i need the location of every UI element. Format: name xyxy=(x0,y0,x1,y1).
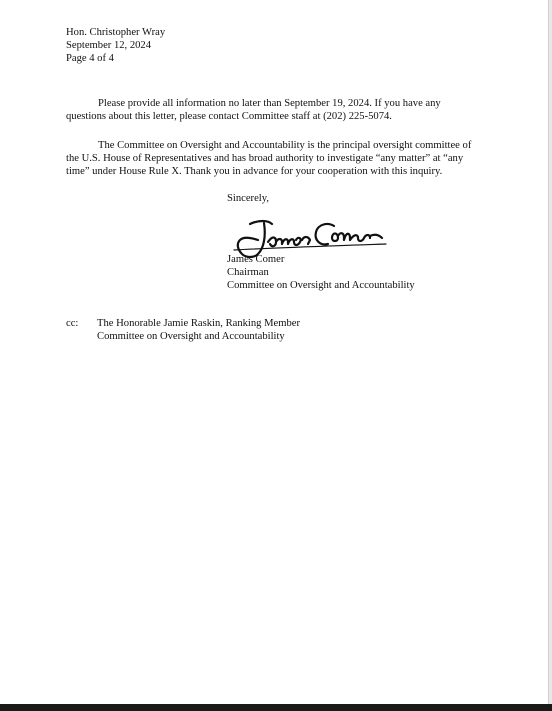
letter-date: September 12, 2024 xyxy=(66,40,152,51)
page-number: Page 4 of 4 xyxy=(66,53,114,64)
paragraph-line: Please provide all information no later than September 19, 2024. If you have any xyxy=(98,98,441,109)
paragraph-line: the U.S. House of Representatives and has broad authority to investigate “any matter” at “any xyxy=(66,153,464,164)
bottom-edge-bar xyxy=(0,704,552,711)
signature-block xyxy=(227,253,415,292)
signer-name: James Comer xyxy=(227,254,285,265)
recipient-name: Hon. Christopher Wray xyxy=(66,27,166,38)
paragraph-authority xyxy=(66,139,486,178)
paragraph-deadline xyxy=(66,97,486,123)
cc-label: cc: xyxy=(66,318,79,329)
cc-line: The Honorable Jamie Raskin, Ranking Member xyxy=(97,318,300,329)
closing-salutation: Sincerely, xyxy=(227,193,269,204)
signer-title: Chairman xyxy=(227,267,269,278)
paragraph-line: time” under House Rule X. Thank you in advance for your cooperation with this inquiry. xyxy=(66,166,443,177)
paragraph-line: The Committee on Oversight and Accountability is the principal oversight committee of xyxy=(98,140,472,151)
cc-recipients xyxy=(97,317,300,343)
signer-committee: Committee on Oversight and Accountability xyxy=(227,280,415,291)
letter-header xyxy=(66,26,165,65)
paragraph-line: questions about this letter, please contact Committee staff at (202) 225-5074. xyxy=(66,111,392,122)
cc-line: Committee on Oversight and Accountability xyxy=(97,331,285,342)
